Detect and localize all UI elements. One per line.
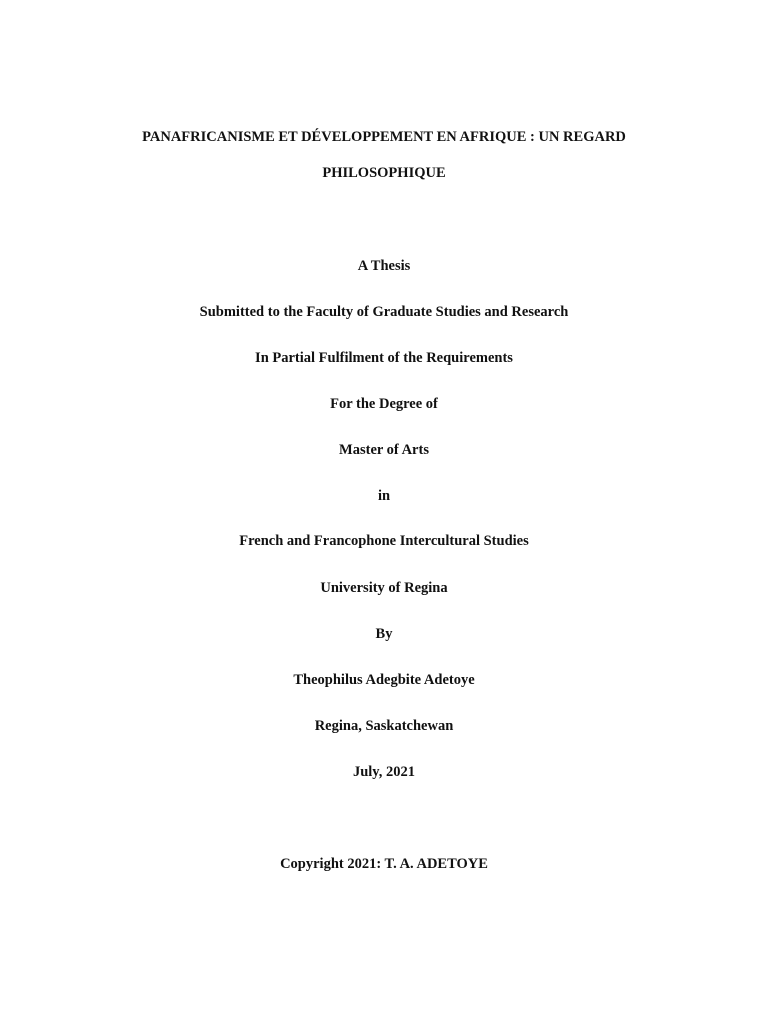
degree: Master of Arts [339, 442, 429, 458]
title-line-1: PANAFRICANISME ET DÉVELOPPEMENT EN AFRIQUE : UN REGARD [142, 129, 626, 145]
submitted-to: Submitted to the Faculty of Graduate Studies and Research [199, 304, 569, 320]
by-label: By [375, 626, 393, 642]
date: July, 2021 [352, 764, 416, 780]
for-degree: For the Degree of [330, 396, 438, 412]
title-line-2: PHILOSOPHIQUE [322, 165, 446, 181]
partial-fulfilment: In Partial Fulfilment of the Requirements [255, 350, 513, 366]
program: French and Francophone Intercultural Studies [239, 533, 529, 549]
author: Theophilus Adegbite Adetoye [293, 672, 475, 688]
location: Regina, Saskatchewan [314, 718, 454, 734]
thesis-label: A Thesis [357, 258, 411, 274]
in-label: in [377, 488, 391, 504]
copyright: Copyright 2021: T. A. ADETOYE [280, 856, 488, 872]
university: University of Regina [320, 580, 448, 596]
